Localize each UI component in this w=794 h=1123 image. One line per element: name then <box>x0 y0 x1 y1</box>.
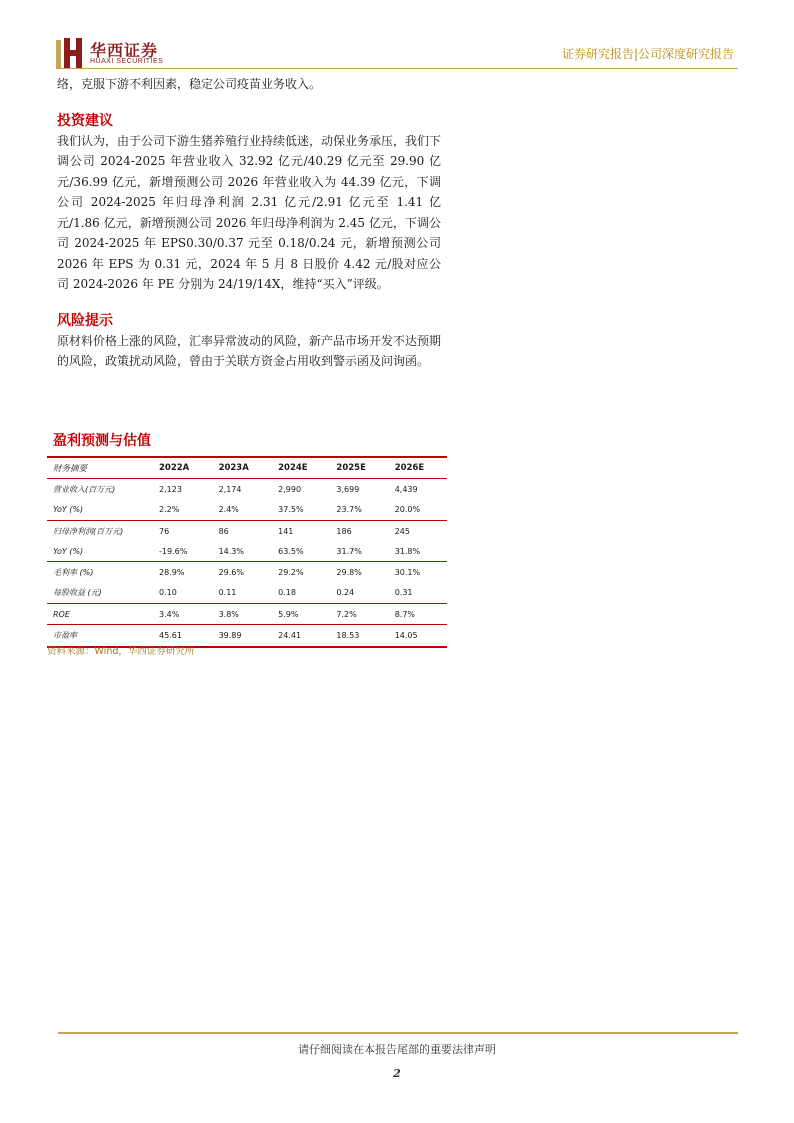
table-cell: 245 <box>389 520 447 541</box>
column-header: 2025E <box>330 457 388 479</box>
table-cell: 8.7% <box>389 604 447 625</box>
column-header: 2026E <box>389 457 447 479</box>
table-header-row <box>47 457 447 479</box>
column-header: 2023A <box>213 457 273 479</box>
table-cell: 30.1% <box>389 562 447 583</box>
table-row <box>47 479 447 500</box>
table-cell: 45.61 <box>153 625 213 647</box>
row-label: 归母净利润(百万元) <box>47 520 153 541</box>
forecast-valuation-table <box>47 456 447 648</box>
table-cell: 20.0% <box>394 505 421 515</box>
table-cell: 186 <box>330 520 388 541</box>
row-label: 每股收益 (元) <box>53 588 102 598</box>
row-label: ROE <box>47 604 153 625</box>
huaxi-logo-icon <box>56 38 82 68</box>
row-label: YoY (%) <box>53 546 84 556</box>
table-cell: 76 <box>153 520 213 541</box>
risk-warning-title: 风险提示 <box>57 312 113 329</box>
table-header-label: 财务摘要 <box>47 457 153 479</box>
report-type-label: 证券研究报告|公司深度研究报告 <box>561 47 734 61</box>
table-cell: 63.5% <box>278 546 304 556</box>
logo-english-name: HUAXI SECURITIES <box>90 58 164 65</box>
table-row <box>47 583 447 604</box>
table-cell: 2.2% <box>159 505 180 515</box>
table-cell: 7.2% <box>330 604 388 625</box>
investment-advice-title: 投资建议 <box>57 112 113 129</box>
page-header <box>0 0 794 70</box>
table-cell: 3.8% <box>213 604 273 625</box>
footer-divider <box>58 1032 738 1034</box>
legal-disclaimer-note: 请仔细阅读在本报告尾部的重要法律声明 <box>298 1043 496 1056</box>
table-cell: 2.4% <box>218 505 239 515</box>
table-cell: 14.05 <box>389 625 447 647</box>
table-cell: 29.8% <box>330 562 388 583</box>
table-cell: 0.24 <box>336 588 355 598</box>
table-cell: 23.7% <box>336 505 362 515</box>
table-cell: 29.2% <box>272 562 330 583</box>
risk-warning-body: 原材料价格上涨的风险，汇率异常波动的风险，新产品市场开发不达预期的风险，政策扰动风险，曾由于关联方资金占用收到警示函及问询函。 <box>57 333 442 368</box>
table-row <box>47 562 447 583</box>
forecast-table-title: 盈利预测与估值 <box>53 433 151 449</box>
table-cell: 37.5% <box>278 505 304 515</box>
logo-chinese-name: 华西证券 <box>90 41 159 60</box>
table-cell: 3.4% <box>153 604 213 625</box>
column-header: 2022A <box>153 457 213 479</box>
table-cell: 31.7% <box>336 546 362 556</box>
intro-tail-paragraph: 络，克服下游不利因素，稳定公司疫苗业务收入。 <box>57 77 322 91</box>
table-row <box>47 604 447 625</box>
table-row <box>47 520 447 541</box>
table-cell: 3,699 <box>336 484 360 494</box>
main-content <box>57 74 441 372</box>
table-cell: 14.3% <box>218 546 244 556</box>
table-cell: 2,174 <box>218 484 242 494</box>
table-cell: 18.53 <box>330 625 388 647</box>
table-cell: 31.8% <box>394 546 421 556</box>
table-cell: 4,439 <box>394 484 418 494</box>
table-cell: 0.11 <box>218 588 237 598</box>
row-label: 毛利率 (%) <box>47 562 153 583</box>
table-cell: 0.18 <box>278 588 296 598</box>
page-number: 2 <box>393 1067 401 1080</box>
table-row <box>47 541 447 562</box>
table-row <box>47 500 447 521</box>
table-cell: 2,123 <box>159 484 182 494</box>
table-cell: 2,990 <box>278 484 302 494</box>
table-cell: -19.6% <box>159 546 188 556</box>
table-source-note: 资料来源：Wind，华西证券研究所 <box>47 646 195 657</box>
table-cell: 86 <box>213 520 273 541</box>
table-cell: 39.89 <box>213 625 273 647</box>
table-cell: 5.9% <box>272 604 330 625</box>
investment-advice-body: 我们认为，由于公司下游生猪养殖行业持续低迷，动保业务承压，我们下调公司 2024-2025 年营业收入 32.92 亿元/40.29 亿元至 29.90 亿元/36.99 亿元，新增预测公司 2026 年营业收入为 44.39 亿元，下调公司 2024-2025 年归母净利润 2.31 亿元/2.91 亿元至 1.41 亿元/1.86 亿元，新增预测公司 2026 年归母净利润为 2.45 亿元，下调公司 2024-2025 年 EPS0.30/0.37 元至 0.18/0.24 元，新增预测公司 2026 年 EPS 为 0.31 元，2024 年 5 月 8 日股价 4.42 元/股对应公司 2024-2026 年 PE 分别为 24/19/14X，维持“买入”评级。 <box>57 133 442 291</box>
row-label: YoY (%) <box>53 505 84 515</box>
table-cell: 0.31 <box>394 588 413 598</box>
table-cell: 0.10 <box>159 588 177 598</box>
row-label: 营业收入(百万元) <box>53 484 116 494</box>
table-cell: 29.6% <box>213 562 273 583</box>
table-cell: 28.9% <box>153 562 213 583</box>
table-cell: 24.41 <box>272 625 330 647</box>
header-divider <box>56 68 738 69</box>
column-header: 2024E <box>272 457 330 479</box>
table-cell: 141 <box>272 520 330 541</box>
row-label: 市盈率 <box>47 625 153 647</box>
